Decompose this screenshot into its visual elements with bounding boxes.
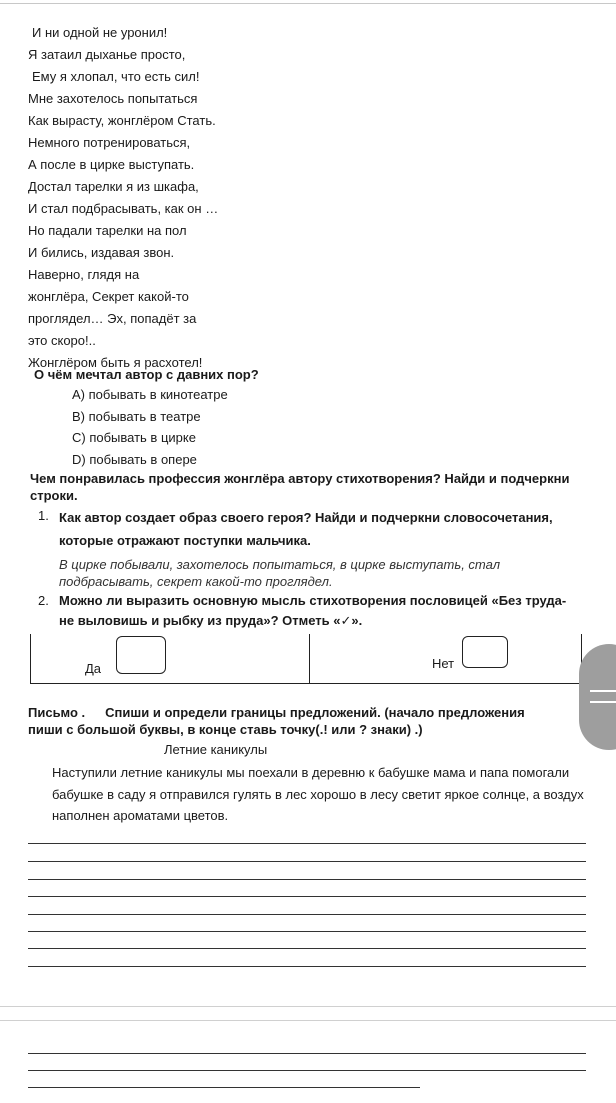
no-label: Нет bbox=[432, 656, 455, 671]
letter-title: Летние каникулы bbox=[164, 742, 268, 757]
poem-line: Как вырасту, жонглёром Стать. bbox=[28, 113, 216, 128]
page-divider bbox=[0, 1006, 616, 1007]
poem-line: Достал тарелки я из шкафа, bbox=[28, 179, 199, 194]
poem-line: Ему я хлопал, что есть сил! bbox=[32, 69, 200, 84]
poem-line: проглядел… Эх, попадёт за bbox=[28, 311, 197, 326]
writing-line[interactable] bbox=[28, 861, 586, 862]
question-2: Чем понравилась профессия жонглёра автору стихотворения? Найди и подчеркни строки. bbox=[30, 471, 570, 503]
poem-line: Я затаил дыханье просто, bbox=[28, 47, 186, 62]
yes-checkbox[interactable] bbox=[116, 636, 166, 674]
list-text: Как автор создает образ своего героя? Найди и подчеркни словосочетания, которые отражают поступки мальчика. bbox=[59, 510, 553, 548]
poem-line: И стал подбрасывать, как он … bbox=[28, 201, 219, 216]
poem-line: И ни одной не уронил! bbox=[32, 25, 168, 40]
handle-bar bbox=[590, 701, 616, 703]
letter-label: Письмо . bbox=[28, 705, 86, 720]
list-text: Можно ли выразить основную мысль стихотворения пословицей «Без труда-не выловишь и рыбку из пруда»? Отметь «✓». bbox=[59, 593, 567, 628]
writing-line[interactable] bbox=[28, 966, 586, 967]
writing-line[interactable] bbox=[28, 843, 586, 844]
handle-bar bbox=[590, 690, 616, 692]
question-1-options bbox=[72, 384, 228, 471]
page-divider bbox=[0, 1020, 616, 1021]
poem-line: Наверно, глядя на bbox=[28, 267, 140, 282]
poem-line: Немного потренироваться, bbox=[28, 135, 191, 150]
table-divider bbox=[309, 634, 310, 683]
writing-line[interactable] bbox=[28, 914, 586, 915]
no-checkbox[interactable] bbox=[462, 636, 508, 668]
option-c: С) побывать в цирке bbox=[72, 430, 196, 446]
poem-line: Жонглёром быть я расхотел! bbox=[28, 355, 203, 370]
writing-line[interactable] bbox=[28, 1070, 586, 1071]
writing-line[interactable] bbox=[28, 879, 586, 880]
option-a: А) побывать в кинотеатре bbox=[72, 387, 228, 402]
writing-line[interactable] bbox=[28, 948, 586, 949]
poem-line: А после в цирке выступать. bbox=[28, 157, 195, 172]
letter-instruction-1: Спиши и определи границы предложений. (начало предложения bbox=[105, 705, 525, 720]
top-rule bbox=[0, 3, 616, 4]
poem bbox=[28, 22, 328, 374]
writing-line[interactable] bbox=[28, 1053, 586, 1054]
list-number: 1. bbox=[38, 508, 49, 523]
poem-line: Мне захотелось попытаться bbox=[28, 91, 198, 106]
question-1: О чём мечтал автор с давних пор? bbox=[34, 367, 259, 382]
writing-line[interactable] bbox=[28, 931, 586, 932]
list-number: 2. bbox=[38, 593, 49, 608]
option-d: D) побывать в опере bbox=[72, 452, 197, 468]
poem-line: это скоро!.. bbox=[28, 333, 96, 348]
writing-line[interactable] bbox=[28, 896, 586, 897]
letter-instruction-2: пиши с большой буквы, в конце ставь точку(.! или ? знаки) .) bbox=[28, 722, 423, 737]
poem-line: Но падали тарелки на пол bbox=[28, 223, 187, 238]
letter-paragraph: Наступили летние каникулы мы поехали в деревню к бабушке мама и папа помогали бабушке в саду я отправился гулять в лес хорошо в лесу светит яркое солнце, а воздух наполнен ароматами цветов. bbox=[52, 765, 584, 823]
option-b: В) побывать в театре bbox=[72, 408, 201, 424]
letter-instruction bbox=[28, 704, 616, 738]
letter-text bbox=[28, 762, 584, 827]
writing-line[interactable] bbox=[28, 1087, 420, 1088]
yes-label: Да bbox=[85, 661, 102, 676]
poem-line: И бились, издавая звон. bbox=[28, 245, 175, 260]
poem-line: жонглёра, Секрет какой-то bbox=[28, 289, 189, 304]
student-answer: В цирке побывали, захотелось попытаться, в цирке выступать, стал подбрасывать, секрет какой-то проглядел. bbox=[59, 557, 501, 589]
